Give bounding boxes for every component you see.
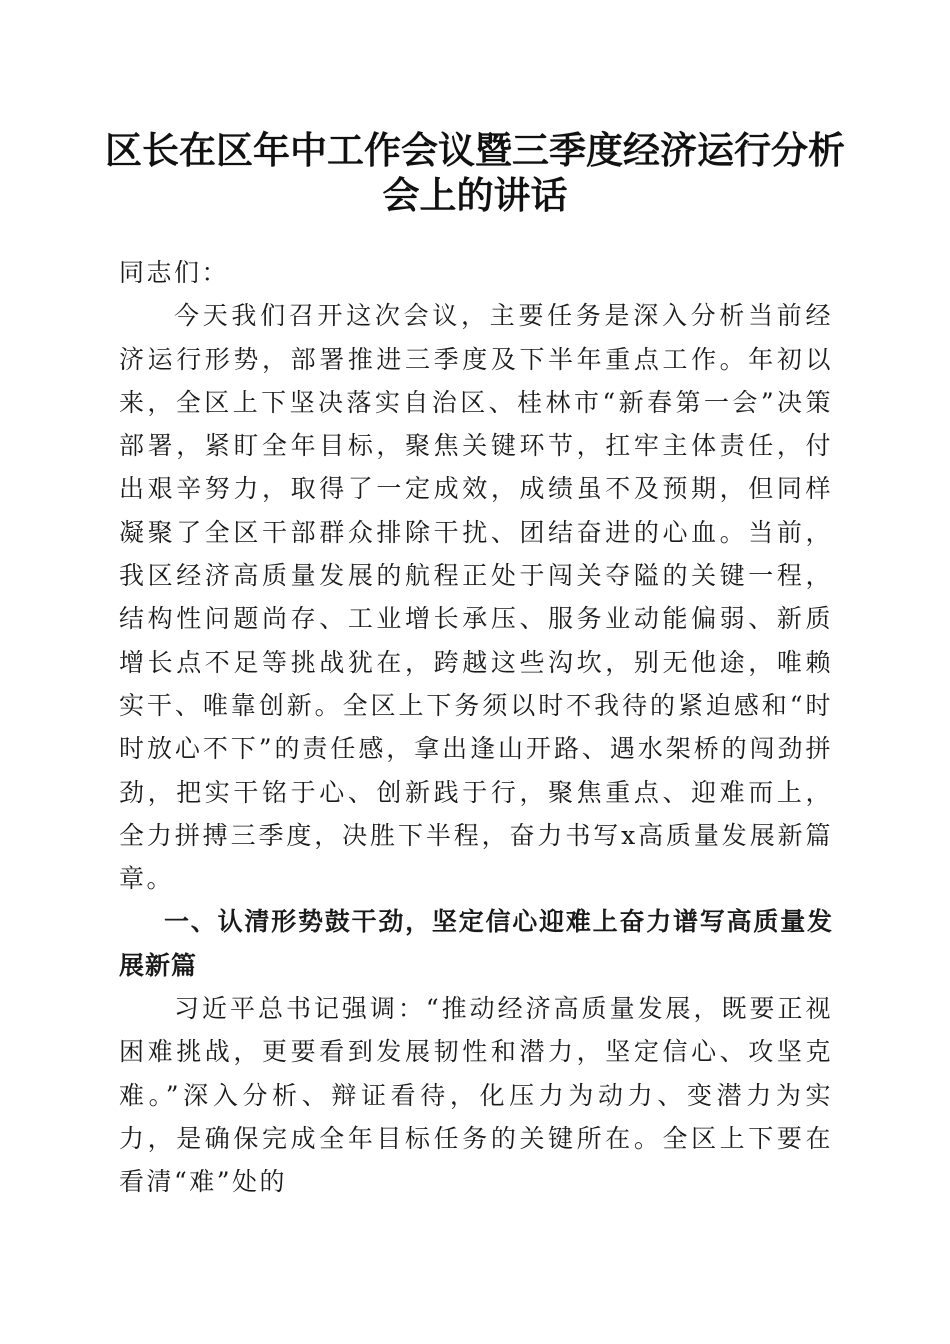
section-heading-1: 一、认清形势鼓干劲，坚定信心迎难上奋力谱写高质量发展新篇: [119, 907, 833, 980]
document-title: [100, 128, 850, 218]
paragraph-section-1: 习近平总书记强调：“推动经济高质量发展，既要正视困难挑战，更要看到发展韧性和潜力，坚定信心、攻坚克难。”深入分析、辩证看待，化压力为动力、变潜力为实力，是确保完成全年目标任务的关键所在。全区上下要在看清“难”处的: [119, 994, 833, 1197]
salutation: 同志们：: [119, 258, 230, 287]
paragraph-intro: 今天我们召开这次会议，主要任务是深入分析当前经济运行形势，部署推进三季度及下半年重点工作。年初以来，全区上下坚决落实自治区、桂林市“新春第一会”决策部署，紧盯全年目标，聚焦关键环节，扛牢主体责任，付出艰辛努力，取得了一定成效，成绩虽不及预期，但同样凝聚了全区干部群众排除干扰、团结奋进的心血。当前，我区经济高质量发展的航程正处于闯关夺隘的关键一程，结构性问题尚存、工业增长承压、服务业动能偏弱、新质增长点不足等挑战犹在，跨越这些沟坎，别无他途，唯赖实干、唯靠创新。全区上下务须以时不我待的紧迫感和“时时放心不下”的责任感，拿出逢山开路、遇水架桥的闯劲拼劲，把实干铭于心、创新践于行，聚焦重点、迎难而上，全力拼搏三季度，决胜下半程，奋力书写x高质量发展新篇章。: [119, 301, 833, 894]
title-line-1: 区长在区年中工作会议暨三季度经济运行分析: [105, 128, 845, 172]
document-body: [119, 251, 833, 1204]
title-line-2: 会上的讲话: [382, 173, 568, 217]
